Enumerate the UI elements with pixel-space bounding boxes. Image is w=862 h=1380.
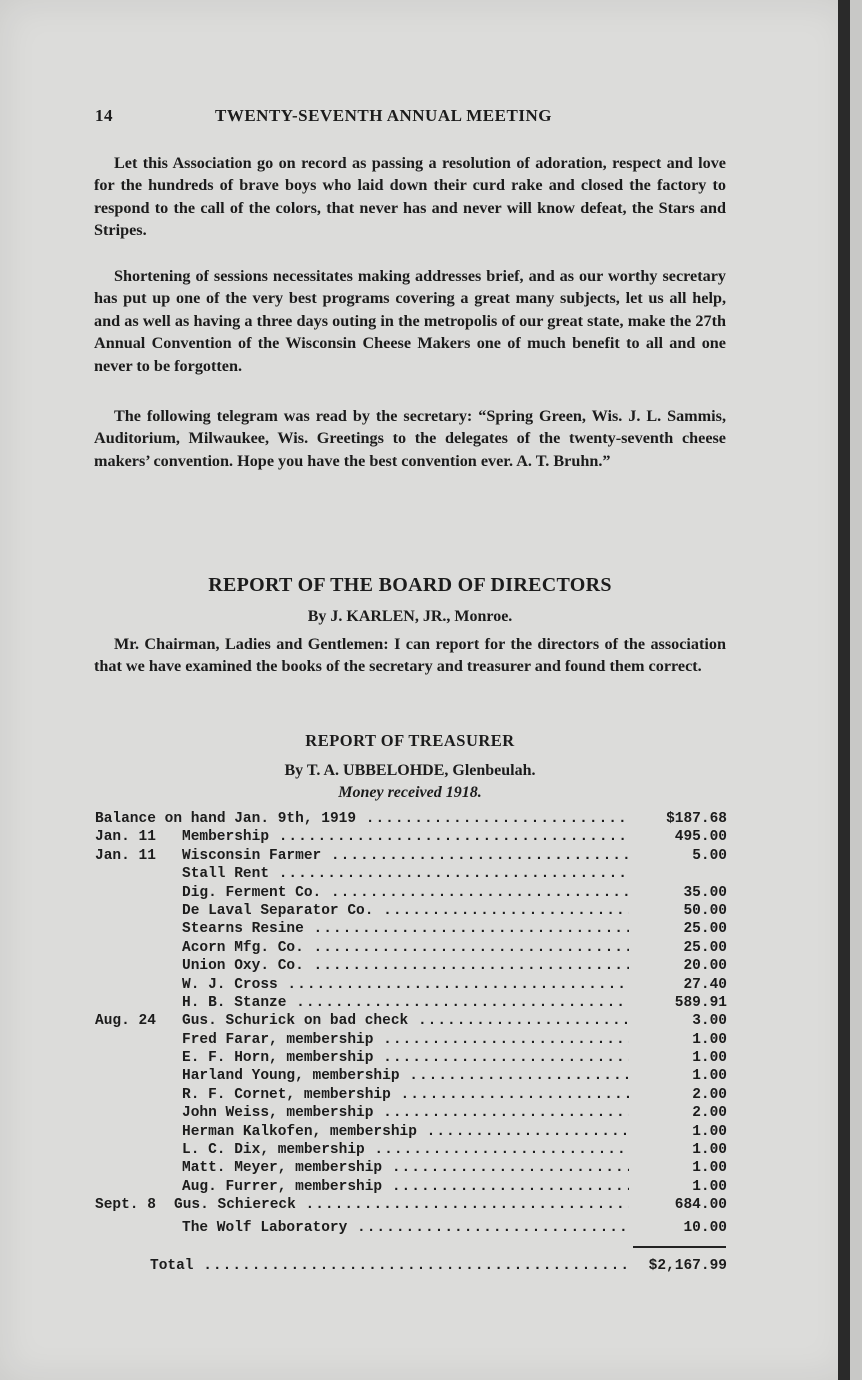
ledger-amount: 10.00 — [683, 1219, 727, 1236]
ledger-amount: $187.68 — [666, 811, 727, 827]
ledger-amount: 50.00 — [683, 902, 727, 919]
ledger-row — [95, 884, 727, 902]
ledger-amount: 27.40 — [683, 976, 727, 993]
ledger-description: E. F. Horn, membership ..... — [182, 1049, 629, 1067]
ledger-date: Jan. 11 — [95, 847, 156, 864]
ledger-amount: 1.00 — [692, 1160, 727, 1177]
ledger-description: Aug. Furrer, membership ..... — [182, 1178, 629, 1196]
ledger-row — [95, 994, 727, 1012]
ledger-description: Acorn Mfg. Co. ..... — [182, 939, 629, 957]
total-rule — [633, 1246, 726, 1248]
ledger-row — [95, 1031, 727, 1049]
treasurer-report-byline: By T. A. UBBELOHDE, Glenbeulah. — [284, 762, 536, 779]
running-header — [95, 106, 725, 130]
ledger-row — [95, 1219, 727, 1237]
ledger-row — [95, 1123, 727, 1141]
page-number: 14 — [95, 106, 113, 125]
ledger-row — [95, 939, 727, 957]
page-edge-shadow — [838, 0, 850, 1380]
ledger-row — [95, 1012, 727, 1030]
ledger-description: John Weiss, membership ..... — [182, 1104, 629, 1122]
ledger-row — [95, 1178, 727, 1196]
ledger-description: R. F. Cornet, membership ..... — [182, 1086, 629, 1104]
ledger-row — [95, 828, 727, 846]
ledger-amount: 1.00 — [692, 1050, 727, 1067]
ledger-row — [95, 1067, 727, 1085]
ledger-amount: 589.91 — [674, 994, 727, 1011]
ledger-description: Gus. Schurick on bad check ..... — [182, 1012, 629, 1030]
directors-report-text: Mr. Chairman, Ladies and Gentlemen: I can report for the directors of the association that we have examined the books of the secretary and treasurer and found them correct. — [94, 635, 726, 676]
ledger-amount: 1.00 — [692, 1123, 727, 1140]
ledger-date: Sept. 8 — [95, 1197, 156, 1214]
ledger-total-row — [150, 1256, 727, 1276]
ledger-amount: 35.00 — [683, 884, 727, 901]
ledger-amount: 495.00 — [674, 829, 727, 846]
ledger-row — [95, 1141, 727, 1159]
ledger-row — [95, 1049, 727, 1067]
ledger-amount: 3.00 — [692, 1013, 727, 1030]
ledger-description: H. B. Stanze ..... — [182, 994, 629, 1012]
ledger-description: Membership ..... — [182, 828, 629, 846]
ledger-amount: 1.00 — [692, 1142, 727, 1159]
ledger-amount: 25.00 — [683, 939, 727, 956]
ledger-description: The Wolf Laboratory ..... — [182, 1219, 629, 1237]
ledger-row — [95, 1086, 727, 1104]
paragraph-telegram: The following telegram was read by the secretary: “Spring Green, Wis. J. L. Sammis, Auditorium, Milwaukee, Wis. Greetings to the delegates of the twenty-seventh cheese makers’ convention. Hope you have the best convention ever. A. T. Bruhn.” — [94, 407, 726, 470]
ledger-description: Dig. Ferment Co. ..... — [182, 884, 629, 902]
ledger-date: Jan. 11 — [95, 829, 156, 846]
ledger-amount: 2.00 — [692, 1105, 727, 1122]
ledger-row — [95, 865, 727, 883]
ledger-row — [95, 957, 727, 975]
ledger-row — [95, 847, 727, 865]
ledger-row — [95, 902, 727, 920]
ledger-description: Matt. Meyer, membership ..... — [182, 1159, 629, 1177]
ledger-description: Stall Rent ..... — [182, 865, 629, 883]
ledger-date: Aug. 24 — [95, 1013, 156, 1030]
ledger-description: Wisconsin Farmer ..... — [182, 847, 629, 865]
ledger-amount: 20.00 — [683, 958, 727, 975]
ledger-amount: 1.00 — [692, 1031, 727, 1048]
ledger-row — [95, 976, 727, 994]
ledger-description: Fred Farar, membership ..... — [182, 1031, 629, 1049]
ledger-amount: 25.00 — [683, 921, 727, 938]
ledger-description: W. J. Cross ..... — [182, 976, 629, 994]
ledger-amount: 684.00 — [674, 1197, 727, 1214]
paragraph-resolution: Let this Association go on record as passing a resolution of adoration, respect and love for the hundreds of brave boys who laid down their curd rake and closed the factory to respond to the call of the colors, that never has and never will know defeat, the Stars and Stripes. — [94, 154, 726, 240]
running-title: TWENTY-SEVENTH ANNUAL MEETING — [215, 106, 552, 125]
ledger-table — [95, 810, 727, 1237]
ledger-row — [95, 920, 727, 938]
paragraph-sessions: Shortening of sessions necessitates making addresses brief, and as our worthy secretary has put up one of the very best programs covering a great many subjects, let us all help, and as well as having a three days outing in the metropolis of our great state, make the 27th Annual Convention of the Wisconsin Cheese Makers one of much benefit to all and one never to be forgotten. — [94, 267, 726, 375]
directors-report-byline: By J. KARLEN, JR., Monroe. — [307, 608, 513, 625]
ledger-amount: 1.00 — [692, 1178, 727, 1195]
ledger-description: De Laval Separator Co. ..... — [182, 902, 629, 920]
directors-report-heading: REPORT OF THE BOARD OF DIRECTORS — [208, 574, 612, 596]
ledger-description: Balance on hand Jan. 9th, 1919 ..... — [95, 810, 629, 828]
total-label: Total ..... — [150, 1256, 627, 1276]
ledger-amount: 5.00 — [692, 847, 727, 864]
ledger-description: Union Oxy. Co. ..... — [182, 957, 629, 975]
treasurer-report-heading: REPORT OF TREASURER — [305, 731, 515, 750]
ledger-row — [95, 1159, 727, 1177]
ledger-amount: 2.00 — [692, 1086, 727, 1103]
ledger-description: Harland Young, membership ..... — [182, 1067, 629, 1085]
ledger-description: L. C. Dix, membership ..... — [182, 1141, 629, 1159]
ledger-description: Herman Kalkofen, membership ..... — [182, 1123, 629, 1141]
ledger-description: Gus. Schiereck ..... — [174, 1196, 629, 1214]
total-amount: $2,167.99 — [648, 1258, 727, 1274]
money-received-subheading: Money received 1918. — [338, 784, 482, 801]
ledger-row — [95, 1196, 727, 1214]
ledger-row — [95, 1104, 727, 1122]
ledger-row — [95, 810, 727, 828]
ledger-amount: 1.00 — [692, 1068, 727, 1085]
ledger-description: Stearns Resine ..... — [182, 920, 629, 938]
